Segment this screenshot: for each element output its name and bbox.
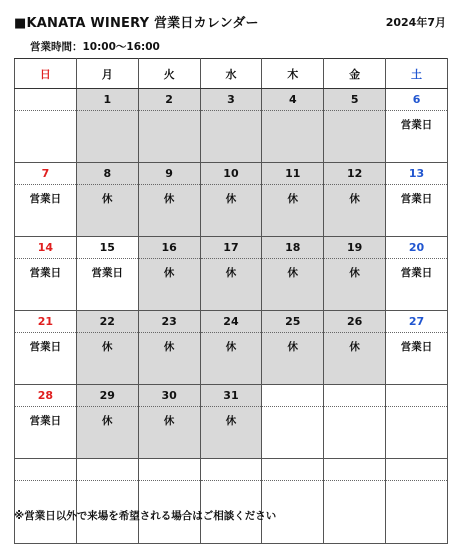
day-number: 4: [262, 89, 324, 111]
day-number: 9: [138, 163, 200, 185]
day-status: 休: [76, 407, 138, 459]
day-number: [386, 385, 448, 407]
day-number: 5: [324, 89, 386, 111]
day-number: [262, 459, 324, 481]
month-label: 2024年7月: [385, 16, 446, 29]
day-number: 28: [15, 385, 77, 407]
day-number: 30: [138, 385, 200, 407]
day-number: 14: [15, 237, 77, 259]
day-status: 休: [262, 333, 324, 385]
day-number: 31: [200, 385, 262, 407]
day-number: 13: [386, 163, 448, 185]
day-status: 休: [200, 259, 262, 311]
day-number: 15: [76, 237, 138, 259]
day-status: 休: [76, 333, 138, 385]
day-status: [15, 111, 77, 163]
day-number: [324, 459, 386, 481]
empty-cell: [386, 503, 448, 544]
day-number: 2: [138, 89, 200, 111]
day-status: 休: [138, 407, 200, 459]
day-status: 休: [138, 185, 200, 237]
weekday-wednesday: 水: [200, 59, 262, 89]
calendar-title: ■KANATA WINERY 営業日カレンダー: [14, 16, 259, 31]
day-status: [200, 111, 262, 163]
week-date-row: [15, 163, 448, 185]
day-status: 営業日: [386, 185, 448, 237]
day-number: 16: [138, 237, 200, 259]
week-status-row: [15, 407, 448, 459]
day-number: [262, 385, 324, 407]
business-hours: 営業時間：10:00〜16:00: [30, 41, 160, 53]
day-number: 23: [138, 311, 200, 333]
day-number: 24: [200, 311, 262, 333]
day-status: [200, 481, 262, 504]
day-number: 20: [386, 237, 448, 259]
day-number: 19: [324, 237, 386, 259]
day-status: 営業日: [76, 259, 138, 311]
day-number: [138, 459, 200, 481]
day-number: [76, 459, 138, 481]
day-number: 21: [15, 311, 77, 333]
day-status: [262, 111, 324, 163]
weekday-thursday: 木: [262, 59, 324, 89]
day-status: [262, 407, 324, 459]
day-number: 6: [386, 89, 448, 111]
day-status: [15, 481, 77, 504]
weekday-monday: 月: [76, 59, 138, 89]
week-date-row: [15, 459, 448, 481]
day-number: 26: [324, 311, 386, 333]
day-status: 休: [138, 259, 200, 311]
day-status: 休: [324, 185, 386, 237]
day-number: 10: [200, 163, 262, 185]
day-status: 休: [262, 185, 324, 237]
week-date-row: [15, 311, 448, 333]
day-status: [324, 111, 386, 163]
weekday-friday: 金: [324, 59, 386, 89]
day-status: 休: [200, 407, 262, 459]
weekday-sunday: 日: [15, 59, 77, 89]
day-number: 8: [76, 163, 138, 185]
week-status-row: [15, 111, 448, 163]
day-status: [138, 481, 200, 504]
day-status: 営業日: [15, 185, 77, 237]
day-status: 休: [324, 259, 386, 311]
day-number: 27: [386, 311, 448, 333]
day-number: 22: [76, 311, 138, 333]
day-status: [262, 481, 324, 504]
day-number: 29: [76, 385, 138, 407]
week-date-row: [15, 237, 448, 259]
day-number: 3: [200, 89, 262, 111]
week-date-row: [15, 385, 448, 407]
day-number: 17: [200, 237, 262, 259]
week-date-row: [15, 89, 448, 111]
day-status: [138, 111, 200, 163]
day-number: [386, 459, 448, 481]
day-number: [324, 385, 386, 407]
day-status: [386, 407, 448, 459]
weekday-header-row: [15, 59, 448, 89]
weekday-tuesday: 火: [138, 59, 200, 89]
day-status: 営業日: [15, 259, 77, 311]
calendar-table: [14, 58, 448, 544]
day-number: [15, 89, 77, 111]
day-status: 休: [76, 185, 138, 237]
day-number: 25: [262, 311, 324, 333]
footnote: ※営業日以外で来場を希望される場合はご相談ください: [14, 510, 277, 522]
day-number: 18: [262, 237, 324, 259]
day-number: 12: [324, 163, 386, 185]
day-status: [76, 111, 138, 163]
calendar-body: [15, 89, 448, 544]
day-status: 休: [200, 185, 262, 237]
week-status-row: [15, 333, 448, 385]
day-number: [200, 459, 262, 481]
day-status: 休: [138, 333, 200, 385]
day-status: [324, 407, 386, 459]
day-status: 休: [262, 259, 324, 311]
day-status: 営業日: [386, 259, 448, 311]
day-status: 営業日: [15, 407, 77, 459]
day-status: 営業日: [386, 111, 448, 163]
day-status: 営業日: [15, 333, 77, 385]
weekday-saturday: 土: [386, 59, 448, 89]
day-status: [386, 481, 448, 504]
day-status: 休: [324, 333, 386, 385]
day-status: 休: [200, 333, 262, 385]
day-number: [15, 459, 77, 481]
day-status: [324, 481, 386, 504]
week-status-row: [15, 481, 448, 504]
day-number: 11: [262, 163, 324, 185]
day-status: [76, 481, 138, 504]
week-status-row: [15, 185, 448, 237]
empty-cell: [324, 503, 386, 544]
day-number: 1: [76, 89, 138, 111]
day-status: 営業日: [386, 333, 448, 385]
week-status-row: [15, 259, 448, 311]
day-number: 7: [15, 163, 77, 185]
